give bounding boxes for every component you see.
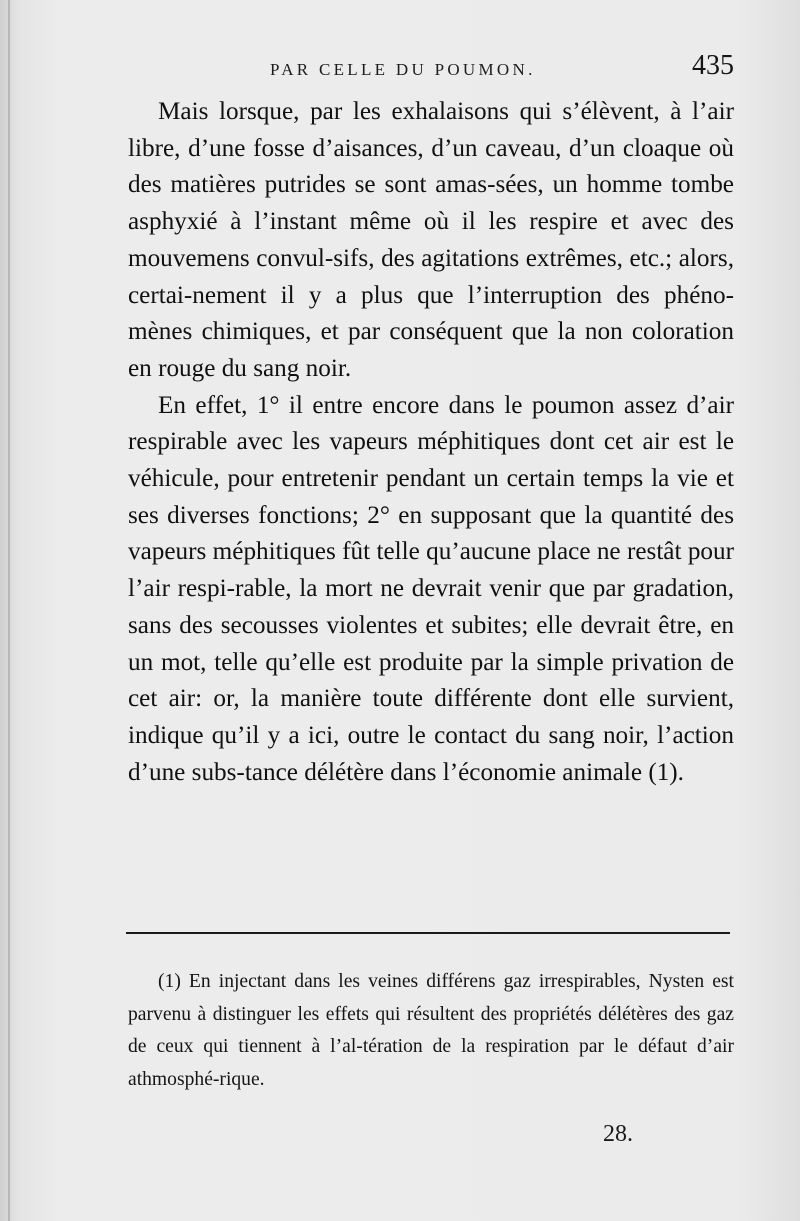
footnote: (1) En injectant dans les veines différens gaz irrespirables, Nysten est parvenu à distinguer les effets qui résultent des propriétés délétères des gaz de ceux qui tiennent à l’al-tération de la respiration par le défaut d’air athmosphé-rique. [128,971,734,1090]
show-through-text [130,930,730,962]
page-header [128,50,734,90]
footnote-rule [126,932,730,934]
page-gutter-shadow [8,0,10,1221]
signature-mark: 28. [603,1121,633,1147]
paragraph-1: Mais lorsque, par les exhalaisons qui s’élèvent, à l’air libre, d’une fosse d’aisances, d’un caveau, d’un cloaque où des matières putrides se sont amas-sées, un homme tombe asphyxié à l’instant même où il les respire et avec des mouvemens convul-sifs, des agitations extrêmes, etc.; alors, certai-nement il y a plus que l’interruption des phéno-mènes chimiques, et par conséquent que la non coloration en rouge du sang noir. [128,98,734,382]
page-number: 435 [692,50,734,81]
paragraph-2: En effet, 1° il entre encore dans le poumon assez d’air respirable avec les vapeurs méphitiques dont cet air est le véhicule, pour entretenir pendant un certain temps la vie et ses diverses fonctions; 2° en supposant que la quantité des vapeurs méphitiques fût telle qu’aucune place ne restât pour l’air respi-rable, la mort ne devrait venir que par gradation, sans des secousses violentes et subites; elle devrait être, en un mot, telle qu’elle est produite par la simple privation de cet air: or, la manière toute différente dont elle survient, indique qu’il y a ici, outre le contact du sang noir, l’action d’une subs-tance délétère dans l’économie animale (1). [128,391,734,786]
running-head: PAR CELLE DU POUMON. [270,60,536,79]
main-text [128,94,734,791]
